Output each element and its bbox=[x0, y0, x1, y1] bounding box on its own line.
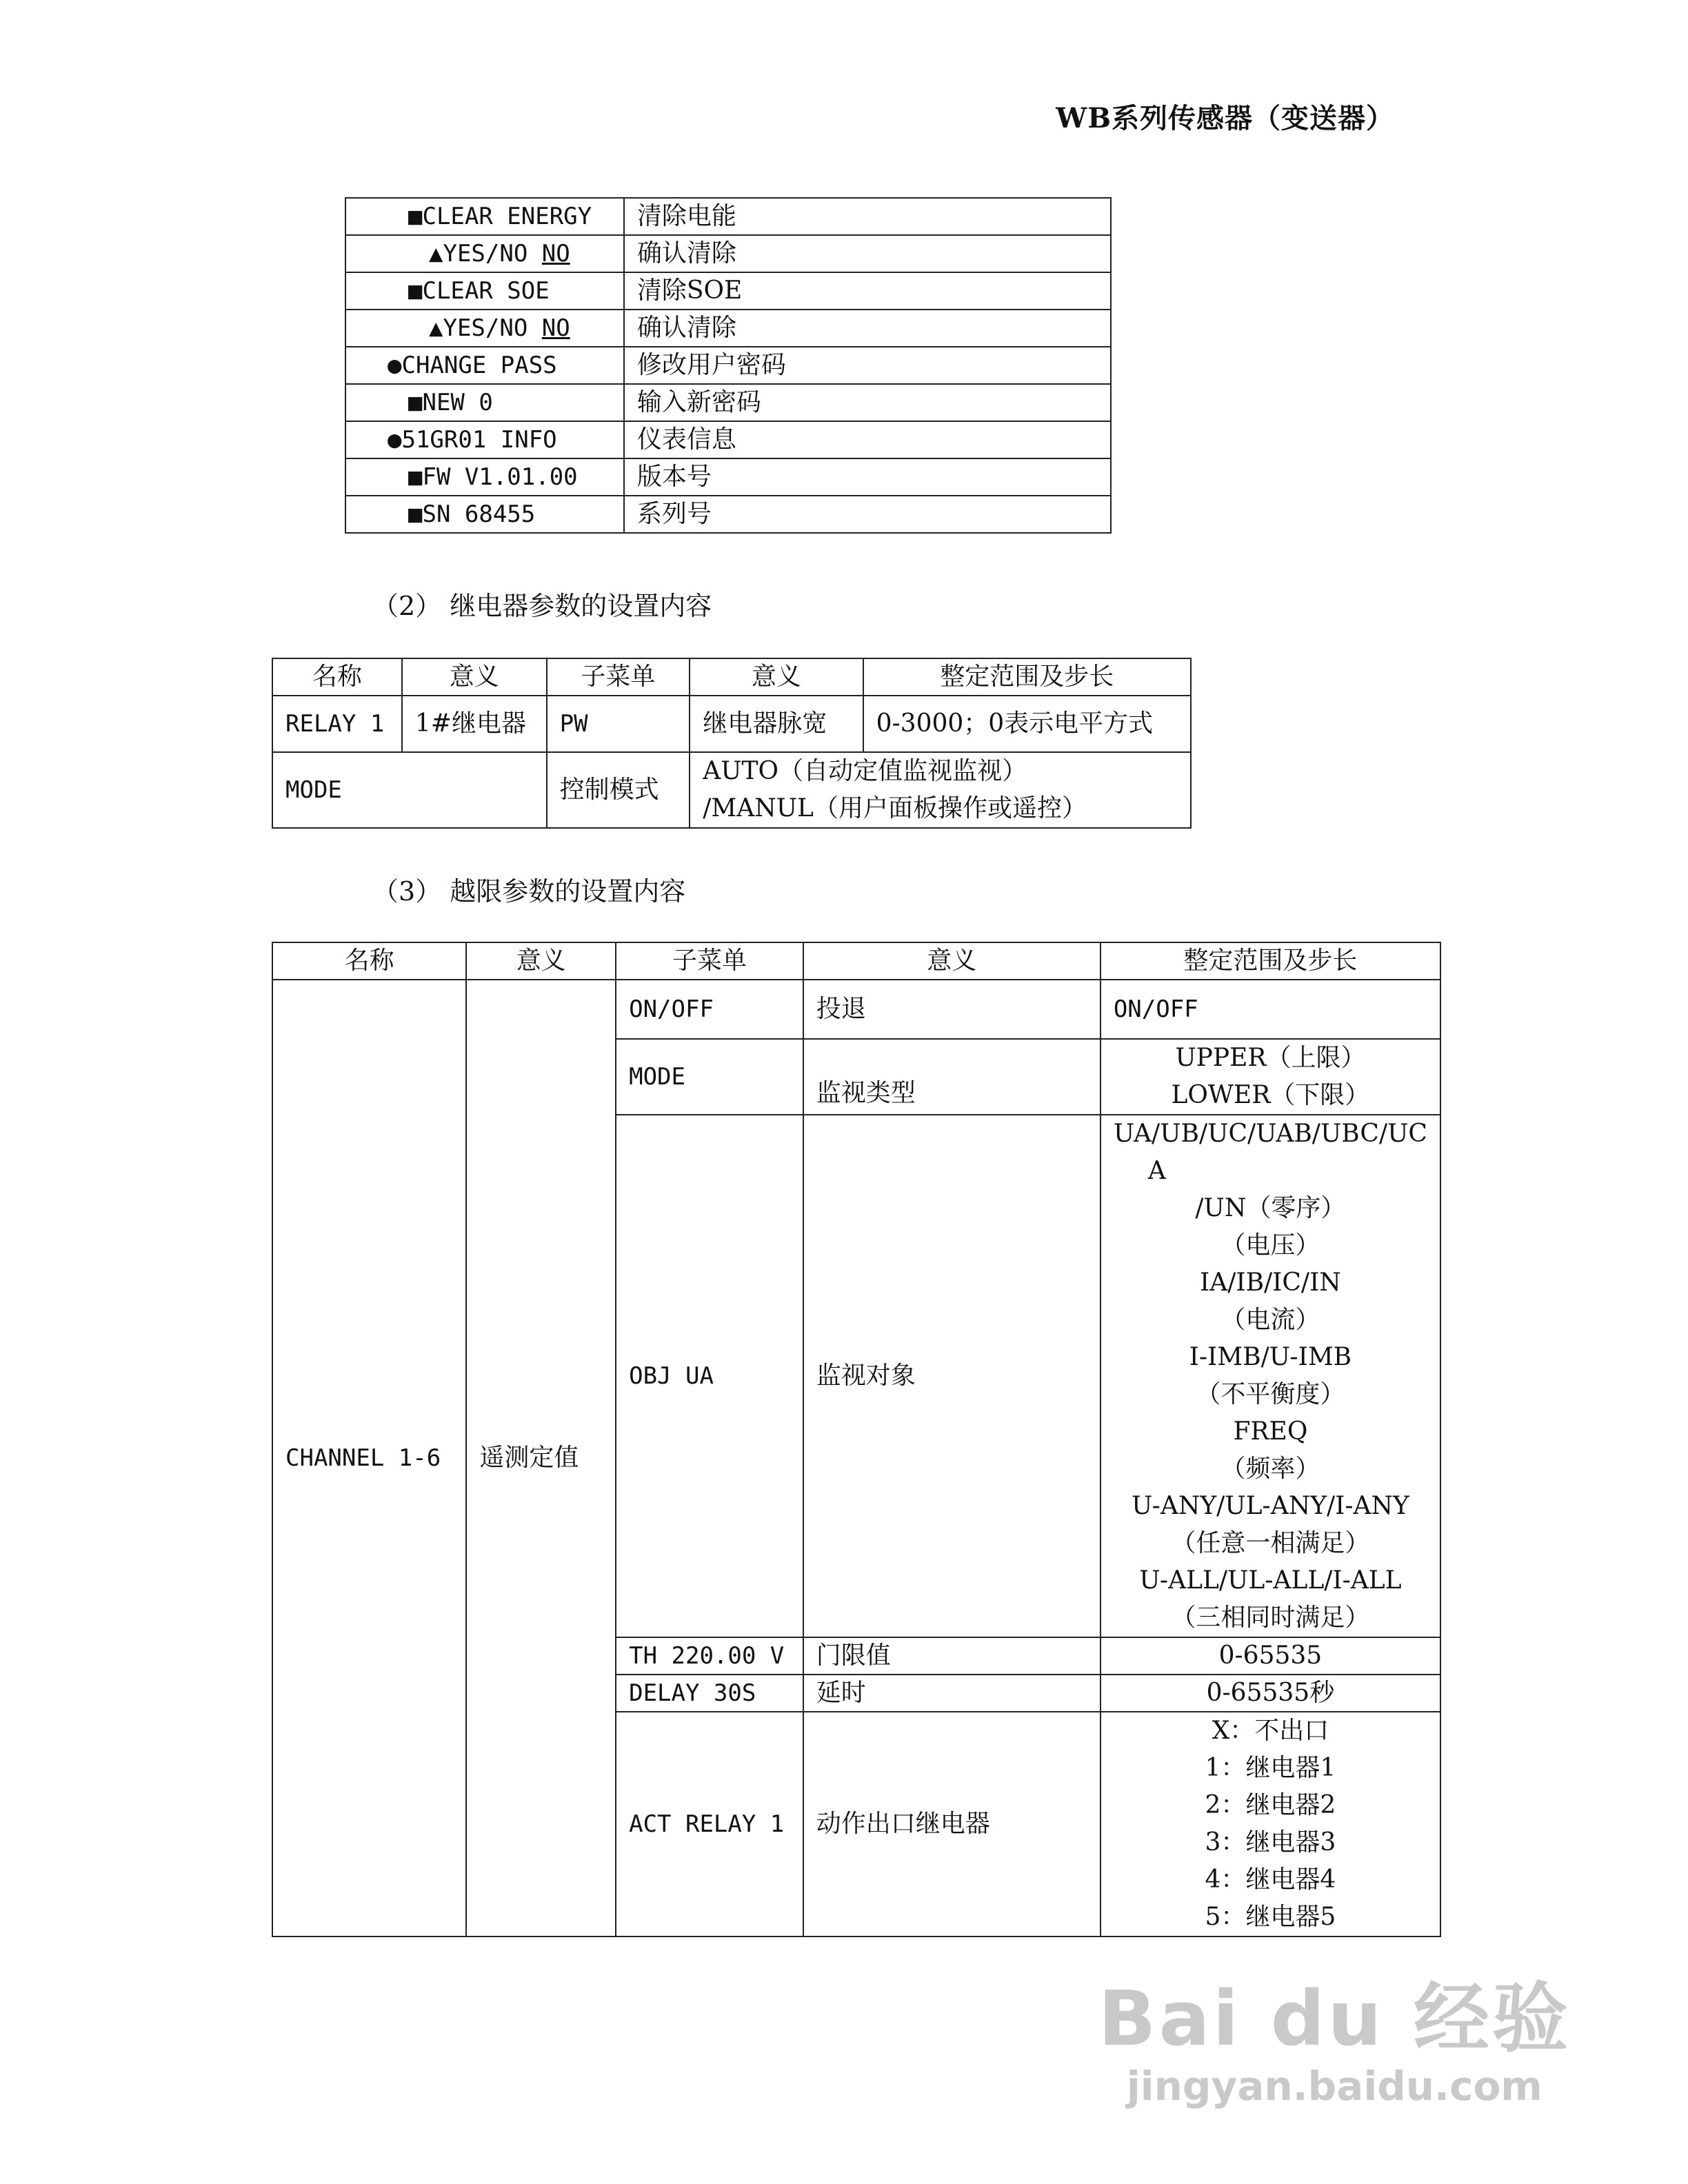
range-line: FREQ bbox=[1233, 1417, 1308, 1446]
submenu-th: TH 220.00 V bbox=[616, 1637, 803, 1675]
table-row bbox=[345, 310, 1111, 347]
col-header: 子菜单 bbox=[547, 658, 690, 696]
range-line: （三相同时满足） bbox=[1171, 1604, 1370, 1632]
range-line: 5：继电器5 bbox=[1205, 1903, 1336, 1931]
table-row bbox=[345, 235, 1111, 272]
table-row bbox=[345, 496, 1111, 533]
range-line: （电压） bbox=[1220, 1231, 1320, 1260]
range-line: LOWER（下限） bbox=[1171, 1081, 1370, 1109]
watermark-url: jingyan.baidu.com bbox=[1126, 2063, 1543, 2110]
menu-item: ▲YES/NO NO bbox=[345, 235, 624, 272]
table-row bbox=[272, 696, 1191, 752]
limit-table bbox=[272, 942, 1441, 1937]
mode-name: MODE bbox=[272, 752, 547, 828]
submenu-act: ACT RELAY 1 bbox=[616, 1712, 803, 1937]
meaning-th: 门限值 bbox=[803, 1637, 1101, 1675]
menu-meaning: 版本号 bbox=[624, 458, 1111, 496]
table-row bbox=[272, 980, 1440, 1039]
range-mode bbox=[1101, 1039, 1440, 1115]
menu-item: ▲YES/NO NO bbox=[345, 310, 624, 347]
baidu-watermark bbox=[1098, 1958, 1571, 2110]
relay-table bbox=[272, 658, 1192, 829]
range-line: U-ALL/UL-ALL/I-ALL bbox=[1139, 1566, 1402, 1595]
menu-item: ■FW V1.01.00 bbox=[345, 458, 624, 496]
menu-table bbox=[345, 197, 1112, 534]
range-line: X：不出口 bbox=[1212, 1717, 1329, 1745]
range-line: UA/UB/UC/UAB/UBC/UC bbox=[1113, 1120, 1427, 1148]
menu-meaning: 仪表信息 bbox=[624, 421, 1111, 458]
table-row bbox=[345, 198, 1111, 235]
menu-meaning: 修改用户密码 bbox=[624, 347, 1111, 384]
channel-name: CHANNEL 1-6 bbox=[272, 980, 466, 1937]
meaning-onoff: 投退 bbox=[803, 980, 1101, 1039]
col-header: 整定范围及步长 bbox=[863, 658, 1191, 696]
meaning-act: 动作出口继电器 bbox=[803, 1712, 1101, 1937]
relay-sub-meaning: 继电器脉宽 bbox=[690, 696, 863, 752]
section-title-relay: （2） 继电器参数的设置内容 bbox=[372, 591, 712, 621]
col-header: 子菜单 bbox=[616, 942, 803, 980]
menu-meaning: 确认清除 bbox=[624, 235, 1111, 272]
menu-meaning: 系列号 bbox=[624, 496, 1111, 533]
range-line: （频率） bbox=[1220, 1455, 1320, 1483]
menu-meaning: 输入新密码 bbox=[624, 384, 1111, 421]
range-line: UPPER（上限） bbox=[1175, 1044, 1366, 1072]
relay-submenu: PW bbox=[547, 696, 690, 752]
col-header: 意义 bbox=[466, 942, 616, 980]
col-header: 意义 bbox=[690, 658, 863, 696]
submenu-delay: DELAY 30S bbox=[616, 1675, 803, 1712]
range-delay: 0-65535秒 bbox=[1101, 1675, 1440, 1712]
menu-item: ●51GR01 INFO bbox=[345, 421, 624, 458]
submenu-obj: OBJ UA bbox=[616, 1115, 803, 1637]
page-header-title: WB系列传感器（变送器） bbox=[1056, 102, 1394, 134]
col-header: 名称 bbox=[272, 942, 466, 980]
menu-item: ■CLEAR SOE bbox=[345, 272, 624, 310]
range-th: 0-65535 bbox=[1101, 1637, 1440, 1675]
table-row bbox=[345, 458, 1111, 496]
relay-name: RELAY 1 bbox=[272, 696, 402, 752]
table-row bbox=[345, 347, 1111, 384]
range-line: IA/IB/IC/IN bbox=[1200, 1268, 1341, 1297]
channel-meaning: 遥测定值 bbox=[466, 980, 616, 1937]
range-line: （电流） bbox=[1220, 1306, 1320, 1334]
selected-value: NO bbox=[541, 240, 570, 267]
menu-item: ■CLEAR ENERGY bbox=[345, 198, 624, 235]
mode-range bbox=[690, 752, 1191, 828]
range-line: （任意一相满足） bbox=[1171, 1529, 1370, 1557]
relay-range: 0-3000；0表示电平方式 bbox=[863, 696, 1191, 752]
table-row bbox=[345, 421, 1111, 458]
mode-range-line: /MANUL（用户面板操作或遥控） bbox=[703, 794, 1087, 822]
mode-submenu: 控制模式 bbox=[547, 752, 690, 828]
range-line: 3：继电器3 bbox=[1205, 1828, 1336, 1857]
selected-value: NO bbox=[541, 314, 570, 342]
range-line: 2：继电器2 bbox=[1205, 1791, 1336, 1819]
table-row bbox=[272, 752, 1191, 828]
meaning-obj: 监视对象 bbox=[803, 1115, 1101, 1637]
section-title-limit: （3） 越限参数的设置内容 bbox=[372, 876, 686, 907]
range-obj bbox=[1101, 1115, 1440, 1637]
range-act bbox=[1101, 1712, 1440, 1937]
table-header-row bbox=[272, 658, 1191, 696]
menu-item: ■NEW 0 bbox=[345, 384, 624, 421]
table-row bbox=[345, 272, 1111, 310]
col-header: 意义 bbox=[402, 658, 547, 696]
menu-item: ●CHANGE PASS bbox=[345, 347, 624, 384]
table-row bbox=[345, 384, 1111, 421]
submenu-mode: MODE bbox=[616, 1039, 803, 1115]
range-line: A bbox=[1147, 1157, 1166, 1185]
range-line: （不平衡度） bbox=[1196, 1380, 1345, 1408]
meaning-delay: 延时 bbox=[803, 1675, 1101, 1712]
relay-meaning: 1#继电器 bbox=[402, 696, 547, 752]
menu-item: ■SN 68455 bbox=[345, 496, 624, 533]
range-line: U-ANY/UL-ANY/I-ANY bbox=[1132, 1492, 1409, 1520]
submenu-onoff: ON/OFF bbox=[616, 980, 803, 1039]
col-header: 意义 bbox=[803, 942, 1101, 980]
menu-meaning: 清除SOE bbox=[624, 272, 1111, 310]
col-header: 整定范围及步长 bbox=[1101, 942, 1440, 980]
meaning-mode: 监视类型 bbox=[803, 1039, 1101, 1115]
watermark-logo: Bai du 经验 bbox=[1098, 1974, 1571, 2063]
mode-range-line: AUTO（自动定值监视监视） bbox=[703, 757, 1027, 785]
col-header: 名称 bbox=[272, 658, 402, 696]
table-header-row bbox=[272, 942, 1440, 980]
range-line: I-IMB/U-IMB bbox=[1189, 1343, 1352, 1371]
menu-meaning: 清除电能 bbox=[624, 198, 1111, 235]
range-line: /UN（零序） bbox=[1195, 1194, 1346, 1222]
range-line: 1：继电器1 bbox=[1205, 1754, 1336, 1782]
range-onoff: ON/OFF bbox=[1101, 980, 1440, 1039]
range-line: 4：继电器4 bbox=[1205, 1866, 1336, 1894]
menu-meaning: 确认清除 bbox=[624, 310, 1111, 347]
